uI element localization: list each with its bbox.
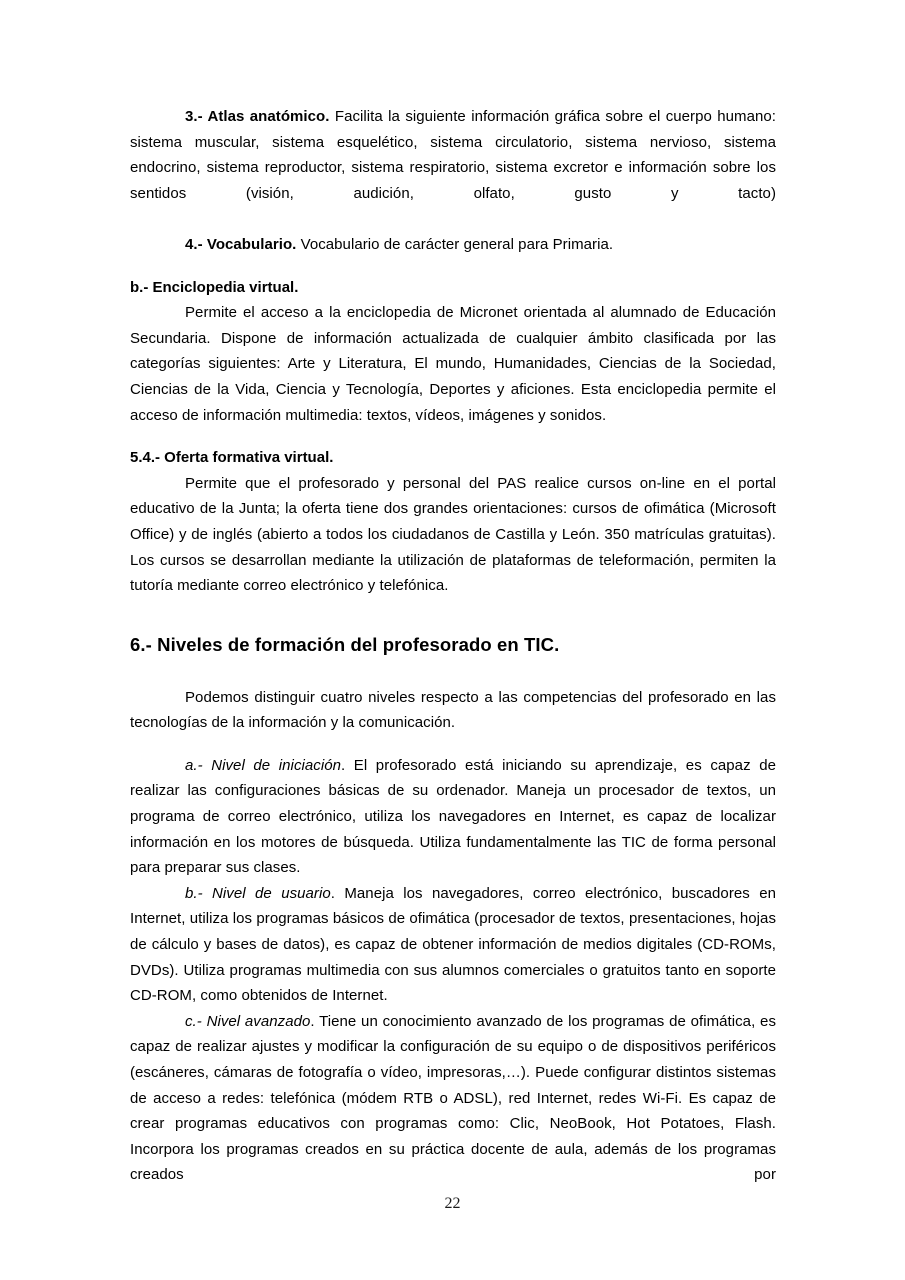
heading-oferta-formativa-virtual: 5.4.- Oferta formativa virtual. [130,449,334,467]
item-4-label: 4.- Vocabulario. [185,235,297,253]
paragraph-nivel-usuario [130,881,776,1009]
spacer [130,258,776,275]
heading-niveles-formacion-tic: 6.- Niveles de formación del profesorado en TIC. [130,633,560,655]
spacer [130,428,776,445]
nivel-avanzado-label: c.- Nivel avanzado [185,1012,311,1030]
paragraph-item-3 [130,104,776,232]
paragraph-oferta-formativa-virtual: Permite que el profesorado y personal del PAS realice cursos on-line en el portal educativo de la Junta; la oferta tiene dos grandes orientaciones: cursos de ofimática (Microsoft Office) y de inglés (abierto a todos los ciudadanos de Castilla y León. 350 matrículas gratuitas). Los cursos se desarrollan mediante la utilización de plataformas de teleformación, permiten la tutoría mediante correo electrónico y telefónica. [130,474,776,595]
heading-enciclopedia-virtual: b.- Enciclopedia virtual. [130,278,299,296]
paragraph-enciclopedia-virtual: Permite el acceso a la enciclopedia de Micronet orientada al alumnado de Educación Secundaria. Dispone de información actualizada de cualquier ámbito clasificada por las categorías siguientes: Arte y Literatura, El mundo, Humanidades, Ciencias de la Sociedad, Ciencias de la Vida, Ciencia y Tecnología, Deportes y aficiones. Esta enciclopedia permite el acceso de información multimedia: textos, vídeos, imágenes y sonidos. [130,304,776,424]
item-4-body: Vocabulario de carácter general para Primaria. [296,235,614,253]
spacer [130,658,776,685]
paragraph-item-4 [130,232,776,258]
item-3-body: Facilita la siguiente información gráfica sobre el cuerpo humano: sistema muscular, sistema esquelético, sistema circulatorio, sistema nervioso, sistema endocrino, sistema reproductor, sistema respiratorio, sistema excretor e información sobre los sentidos (visión, audición, olfato, gusto y tacto) [130,108,776,202]
paragraph-nivel-avanzado [130,1009,776,1214]
nivel-usuario-body: . Maneja los navegadores, correo electrónico, buscadores en Internet, utiliza los programas básicos de ofimática (procesador de textos, presentaciones, hojas de cálculo y bases de datos), es capaz de obtener información de medios digitales (CD-ROMs, DVDs). Utiliza programas multimedia con sus alumnos comerciales o gratuitos tanto en soporte CD-ROM, como obtenidos de Internet. [130,884,776,1005]
nivel-iniciacion-label: a.- Nivel de iniciación [185,756,341,774]
spacer [130,599,776,632]
nivel-iniciacion-body: . El profesorado está iniciando su aprendizaje, es capaz de realizar las configuraciones básicas de su ordenador. Maneja un procesador de textos, un programa de correo electrónico, utiliza los navegadores en Internet, es capaz de localizar información en los motores de búsqueda. Utiliza fundamentalmente las TIC de forma personal para preparar sus clases. [130,756,776,877]
spacer [130,736,776,753]
nivel-usuario-label: b.- Nivel de usuario [185,884,331,902]
nivel-avanzado-body: . Tiene un conocimiento avanzado de los programas de ofimática, es capaz de realizar ajustes y modificar la configuración de su equipo o de dispositivos periféricos (escáneres, cámaras de fotografía o vídeo, impresoras,…). Puede configurar distintos sistemas de acceso a redes: telefónica (módem RTB o ADSL), red Internet, redes Wi-Fi. Es capaz de crear programas educativos con programas como: Clic, NeoBook, Hot Potatoes, Flash. Incorpora los programas creados en su práctica docente de aula, además de los programas creados por [130,1012,776,1184]
page-number: 22 [444,1195,461,1212]
page-content [130,104,776,1214]
paragraph-nivel-iniciacion [130,753,776,881]
item-3-label: 3.- Atlas anatómico. [185,108,330,125]
paragraph-niveles-intro: Podemos distinguir cuatro niveles respecto a las competencias del profesorado en las tecnologías de la información y la comunicación. [130,688,776,732]
